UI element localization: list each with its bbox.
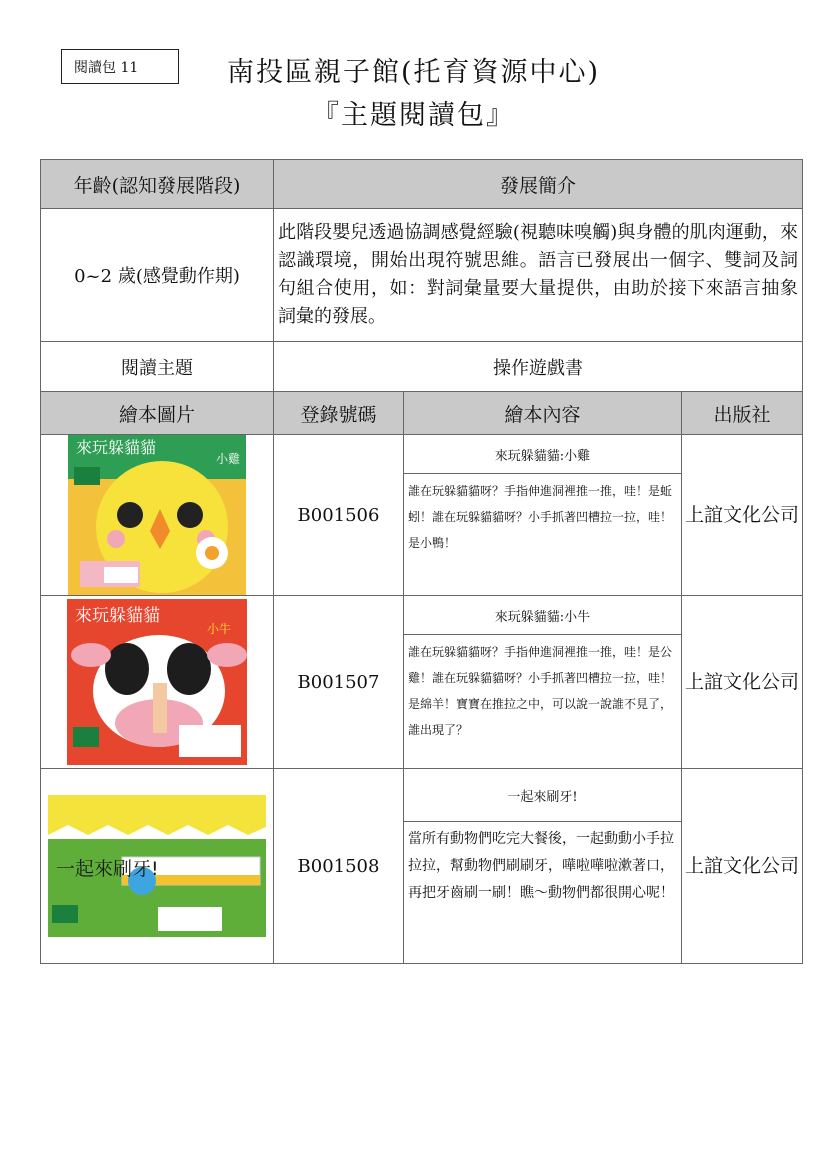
content-header: 繪本內容 (404, 392, 682, 435)
book-publisher: 上誼文化公司 (682, 596, 803, 769)
book-code: B001508 (274, 769, 404, 964)
book-cover-calf (67, 599, 247, 765)
book-cover-cell (41, 596, 274, 769)
cover-header: 繪本圖片 (41, 392, 274, 435)
publisher-header: 出版社 (682, 392, 803, 435)
book-code: B001507 (274, 596, 404, 769)
book-cover-cell (41, 769, 274, 964)
cover-title: 來玩躲貓貓 (75, 606, 160, 626)
book-content: 誰在玩躲貓貓呀？手指伸進洞裡推一推，哇！是公雞！誰在玩躲貓貓呀？小手抓著凹槽拉一拉，哇！是綿羊！寶寶在推拉之中，可以說一說誰不見了，誰出現了？ (408, 645, 673, 737)
age-value: 0~2 歲(感覺動作期) (41, 209, 274, 342)
book-title: 來玩躲貓貓:小牛 (404, 596, 681, 635)
intro-text: 此階段嬰兒透過協調感覺經驗(視聽味嗅觸)與身體的肌肉運動，來認識環境，開始出現符號思維。語言已發展出一個字、雙詞及詞句組合使用，如：對詞彙量要大量提供，由助於接下來語言抽象詞彙的發展。 (274, 209, 803, 342)
book-cover-chick (68, 435, 246, 595)
book-content: 當所有動物們吃完大餐後，一起動動小手拉拉拉，幫動物們刷刷牙，嘩啦嘩啦漱著口，再把牙齒刷一刷！瞧～動物們都很開心呢！ (408, 831, 674, 901)
book-cover-cell (41, 435, 274, 596)
intro-header: 發展簡介 (274, 160, 803, 209)
book-title: 一起來刷牙! (404, 769, 681, 822)
age-header: 年齡(認知發展階段) (41, 160, 274, 209)
book-cover-brush-teeth (48, 795, 266, 937)
book-content: 誰在玩躲貓貓呀？手指伸進洞裡推一推，哇！是蚯蚓！誰在玩躲貓貓呀？小手抓著凹槽拉一拉，哇！是小鴨！ (408, 484, 673, 550)
cover-title: 來玩躲貓貓 (76, 438, 157, 457)
book-publisher: 上誼文化公司 (682, 435, 803, 596)
page-subtitle: 『主題閱讀包』 (312, 100, 515, 131)
book-code: B001506 (274, 435, 404, 596)
theme-label: 閱讀主題 (41, 342, 274, 392)
cover-subtitle: 小牛 (207, 622, 232, 636)
pack-label: 閱讀包 11 (61, 49, 179, 84)
theme-value: 操作遊戲書 (274, 342, 803, 392)
book-title: 來玩躲貓貓:小雞 (404, 435, 681, 474)
reading-pack-table (40, 159, 803, 964)
code-header: 登錄號碼 (274, 392, 404, 435)
table-row (41, 769, 803, 964)
book-publisher: 上誼文化公司 (682, 769, 803, 964)
table-row (41, 596, 803, 769)
cover-title: 一起來刷牙! (56, 858, 159, 880)
cover-subtitle: 小雞 (216, 452, 241, 466)
page-title: 南投區親子館(托育資源中心) (226, 57, 601, 88)
table-row (41, 435, 803, 596)
